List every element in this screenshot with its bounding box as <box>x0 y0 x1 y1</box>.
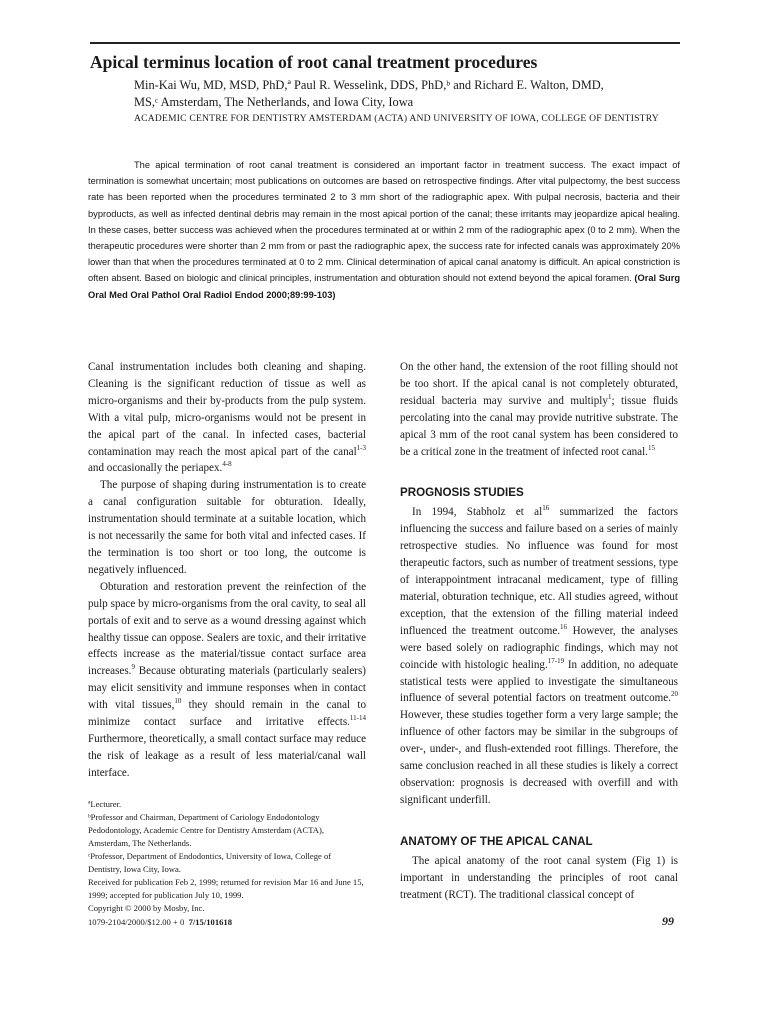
paragraph <box>88 579 366 782</box>
citation-ref: 16 <box>542 504 550 513</box>
text-run: In 1994, Stabholz et al <box>412 506 543 519</box>
citation-ref: 4-8 <box>222 460 232 469</box>
article-id: 7/15/101618 <box>188 916 233 927</box>
section-heading-prognosis: PROGNOSIS STUDIES <box>400 486 524 500</box>
affiliation: ACADEMIC CENTRE FOR DENTISTRY AMSTERDAM (ACTA) AND UNIVERSITY OF IOWA, COLLEGE OF DENTISTRY <box>134 113 659 124</box>
citation-ref: 1 <box>607 392 612 401</box>
footnotes <box>88 798 366 929</box>
citation-ref: 16 <box>560 622 568 631</box>
text-run: summarized the factors influencing the success and failure based on a series of mainly retrospective studies. No influence was found for most therapeutic factors, such as number of treatment sessions, type of interappointment intracanal medicament, type of filling material, obturation technique, etc. All studies agreed, without exception, that the extension of the filling material indeed influenced the treatment outcome. <box>400 506 678 637</box>
author-list <box>134 77 679 111</box>
text-run: Canal instrumentation includes both cleaning and shaping. Cleaning is the significant reduction of tissue as well as micro-organisms and their by-products from the pulp system. With a vital pulp, micro-organisms would not be present in the apical part of the canal. In infected cases, bacterial contamination may reach the most apical part of the canal <box>88 361 366 458</box>
text-run: Because obturating materials (particularly sealers) may elicit sensitivity and immune responses when in contact with vital tissues, <box>88 665 366 712</box>
paragraph: The apical anatomy of the root canal system (Fig 1) is important in understanding the principles of root canal treatment (RCT). The traditional classical concept of <box>400 854 678 901</box>
citation-ref: 20 <box>671 690 678 699</box>
issn-code: 1079-2104/2000/$12.00 + 0 <box>88 916 185 927</box>
paragraph <box>400 504 678 808</box>
citation-ref: 11-14 <box>349 714 366 723</box>
right-column <box>400 359 678 903</box>
article-code <box>88 916 366 929</box>
citation-ref: 1-3 <box>356 443 366 452</box>
copyright: Copyright © 2000 by Mosby, Inc. <box>88 903 205 914</box>
citation-ref: 15 <box>647 443 655 452</box>
text-run: Obturation and restoration prevent the reinfection of the pulp space by micro-organisms from the oral cavity, to seal all portals of exit and to serve as a wound dressing against which healthy tissue can oppose. Sealers are toxic, and their irritative effects increase as the material/tissue contact surface area increases. <box>88 580 366 678</box>
footnote-c: ᶜProfessor, Department of Endodontics, University of Iowa, College of Dentistry, Iowa City, Iowa. <box>88 851 332 875</box>
abstract-text: The apical termination of root canal treatment is considered an important factor in treatment success. The exact impact of termination is somewhat uncertain; most publications on outcomes are based on retrospective findings. After vital pulpectomy, the best success rate has been reported when the procedures terminated 2 to 3 mm short of the radiographic apex. With pulpal necrosis, bacteria and their byproducts, as well as infected dentinal debris may remain in the most apical portion of the canal; these irritants may jeopardize apical healing. In these cases, better success was achieved when the procedures terminated at or within 2 mm of the radiographic apex (0 to 2 mm). When the therapeutic procedures were shorter than 2 mm from or past the radiographic apex, the success rate for infected canals was approximately 20% lower than that when the procedures terminated at 0 to 2 mm. Clinical determination of apical canal anatomy is difficult. An apical constriction is often absent. Based on biologic and clinical principles, instrumentation and obturation should not extend beyond the apical foramen. <box>88 160 680 284</box>
text-run: and occasionally the periapex. <box>88 462 223 475</box>
text-run: In addition, no adequate statistical tests were applied to investigate the simultaneous influence of several potential factors on treatment outcome. <box>400 658 678 705</box>
paragraph <box>88 359 366 477</box>
section-heading-anatomy: ANATOMY OF THE APICAL CANAL <box>400 834 593 848</box>
paragraph <box>400 359 678 460</box>
text-run: Furthermore, theoretically, a small contact surface may reduce the risk of leakage as a result of less material/canal wall interface. <box>88 732 366 779</box>
citation-ref: 10 <box>174 697 182 706</box>
footnote-b: ᵇProfessor and Chairman, Department of Cariology Endodontology Pedodontology, Academic Centre for Dentistry Amsterdam (ACTA), Amsterdam, The Netherlands. <box>88 811 324 848</box>
article-title: Apical terminus location of root canal treatment procedures <box>90 52 538 72</box>
top-rule <box>90 42 680 44</box>
abstract-citation: (Oral Surg Oral Med Oral Pathol Oral Radiol Endod 2000;89:99-103) <box>88 273 681 300</box>
left-column <box>88 359 366 929</box>
authors-line-1: Min-Kai Wu, MD, MSD, PhD,ª Paul R. Wesselink, DDS, PhD,ᵇ and Richard E. Walton, DMD, <box>134 78 604 92</box>
text-run: they should remain in the canal to minimize contact surface and irritative effects. <box>88 699 366 729</box>
page-number: 99 <box>662 914 674 928</box>
text-run: On the other hand, the extension of the root filling should not be too short. If the apical canal is not completely obturated, residual bacteria may survive and multiply <box>400 361 678 407</box>
paragraph: The purpose of shaping during instrumentation is to create a canal configuration suitable for obturation. Ideally, instrumentation should terminate at a suitable location, which is not necessarily the same for both vital and infected cases. If the termination is too short or too long, the outcome is negatively influenced. <box>88 479 366 576</box>
text-run: ; tissue fluids percolating into the canal may provide nutritive substrate. The apical 3 mm of the root canal system has been considered to be a critical zone in the treatment of infected root canal. <box>400 394 678 458</box>
text-run: However, the analyses were based solely on radiographic findings, which may not coincide with histologic healing. <box>400 624 678 671</box>
authors-line-2: MS,ᶜ Amsterdam, The Netherlands, and Iowa City, Iowa <box>134 95 414 109</box>
text-run: However, these studies together form a very large sample; the influence of other factors may be similar in the subgroups of over-, under-, and flush-extended root fillings. Therefore, the same conclusion reached in all these studies is likely a correct observation: prognosis is decreased with overfill and with significant underfill. <box>400 709 678 806</box>
footnote-a: ªLecturer. <box>88 798 122 809</box>
received-dates: Received for publication Feb 2, 1999; returned for revision Mar 16 and June 15, 1999; accepted for publication July 10, 1999. <box>88 877 364 901</box>
citation-ref: 9 <box>131 663 135 672</box>
abstract <box>88 157 680 303</box>
citation-ref: 17-19 <box>547 656 565 665</box>
